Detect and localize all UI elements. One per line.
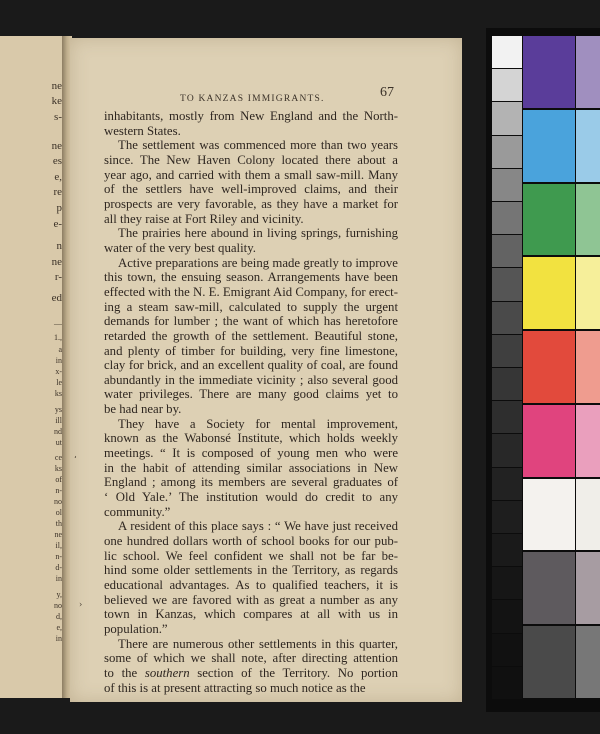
left-page-fragment: n- <box>55 486 62 495</box>
left-page-fragment: ce <box>54 453 62 462</box>
left-page-fragment: ne <box>51 256 62 268</box>
left-page-fragment: il, <box>55 541 62 550</box>
gray-patch <box>492 36 522 68</box>
color-patch <box>523 184 575 256</box>
text-line: retarded the growth of the settlement. Beautiful stone, <box>104 328 398 343</box>
color-patch-light <box>576 405 600 477</box>
left-page-fragment: — <box>54 319 62 328</box>
text-line: Active preparations are being made greatly to improve <box>118 255 398 270</box>
left-page-fragment: in <box>55 356 62 365</box>
color-patch <box>523 626 575 698</box>
left-page-fragment: ks <box>54 389 62 398</box>
gray-patch <box>492 335 522 367</box>
text-line: to the southern section of the Territory. No portion <box>104 665 398 680</box>
left-page-fragment: in <box>55 634 62 643</box>
gray-patch <box>492 235 522 267</box>
left-page-fragment: 1., <box>54 333 62 342</box>
color-patch <box>523 36 575 108</box>
gray-patch <box>492 102 522 134</box>
left-page-fragment: e- <box>53 218 62 230</box>
left-page-fragment: e, <box>54 171 62 183</box>
text-line: lic school. We feel confident we shall not be far be- <box>104 548 398 563</box>
text-line: in the habit of attending similar associations in New <box>104 460 398 475</box>
left-page-fragment: d, <box>56 612 62 621</box>
color-patch-light <box>576 552 600 624</box>
left-page-fragment: ol <box>55 508 62 517</box>
text-line: water privileges. There are many good claims yet to <box>104 387 398 402</box>
left-page-fragment: ke <box>51 95 62 107</box>
gray-patch <box>492 534 522 566</box>
color-calibration-chart <box>486 28 600 712</box>
margin-mark: › <box>79 600 83 609</box>
gray-patch <box>492 136 522 168</box>
gray-patch <box>492 600 522 632</box>
left-page-fragment: d- <box>55 563 62 572</box>
color-patch <box>523 331 575 403</box>
text-line: prospects are very favorable, as they have a market for <box>104 196 398 211</box>
left-page-fragment: in <box>55 574 62 583</box>
text-line: community.” <box>104 504 171 519</box>
text-line: clay for brick, and an excellent quality of coal, are found <box>104 358 398 373</box>
text-line: known as the Wabonsé Institute, which holds weekly <box>104 431 398 446</box>
left-page-fragment: p <box>56 202 62 214</box>
text-line: since. The New Haven Colony located there about a <box>104 152 398 167</box>
color-patch <box>523 257 575 329</box>
left-page-fragment: r- <box>54 271 62 283</box>
text-line: believed we are favored with as great a number as any <box>104 592 398 607</box>
gray-patch <box>492 368 522 400</box>
text-line: abundantly in the immediate vicinity ; also several good <box>104 372 398 387</box>
color-patch <box>523 552 575 624</box>
gray-patch <box>492 202 522 234</box>
left-page-fragment: es <box>52 155 62 167</box>
text-line: effected with the N. E. Emigrant Aid Company, for erect- <box>104 284 398 299</box>
text-line: demands for lumber ; the want of which has heretofore <box>104 314 398 329</box>
left-page-fragment: ne <box>54 530 62 539</box>
left-page-fragment: of <box>55 475 62 484</box>
left-page-fragment: s- <box>54 111 62 123</box>
text-line: ing a steam saw-mill, calculated to supply the urgent <box>104 299 398 314</box>
text-line: inhabitants, mostly from New England and the North- <box>104 109 398 123</box>
paragraph <box>104 226 398 255</box>
left-page-fragment: no <box>54 497 62 506</box>
gray-patch <box>492 401 522 433</box>
text-line: some of which we shall note, after directing attention <box>104 651 398 666</box>
color-patch-light <box>576 110 600 182</box>
left-page-fragment: ne <box>51 80 62 92</box>
gray-patch <box>492 501 522 533</box>
left-page-fragment: x- <box>55 367 62 376</box>
text-line: western States. <box>104 123 181 138</box>
gray-patch <box>492 634 522 666</box>
left-page-fragment: ys <box>54 405 62 414</box>
paragraph <box>104 519 398 636</box>
color-patch <box>523 110 575 182</box>
text-line: this town, the ensuing season. Arrangements have been <box>104 270 398 285</box>
left-page-fragment: no <box>54 601 62 610</box>
left-page-fragment: ne <box>51 140 62 152</box>
paragraph <box>104 138 398 226</box>
text-line: They have a Society for mental improvement, <box>118 416 398 431</box>
color-patch-light <box>576 626 600 698</box>
text-line: of this is at present attracting so much notice as the <box>104 680 366 695</box>
text-line: town in Kanzas, which compares at all with us in <box>104 607 398 622</box>
text-line: be had near by. <box>104 402 182 417</box>
color-patch-light <box>576 479 600 551</box>
paragraph <box>104 256 398 417</box>
left-page-fragment: a <box>58 345 62 354</box>
running-header <box>180 85 400 106</box>
body-text <box>104 109 398 695</box>
left-page-edge <box>0 36 64 698</box>
left-page-fragment: th <box>55 519 62 528</box>
gray-patch <box>492 169 522 201</box>
text-line: hind some older settlements in the Territory, as regards <box>104 563 398 578</box>
left-page-fragment: re <box>53 186 62 198</box>
text-line: educational advantages. As to qualified teachers, it is <box>104 578 398 592</box>
left-page-fragment: e, <box>56 623 62 632</box>
page-number: 67 <box>380 85 394 100</box>
text-line: The settlement was commenced more than two years <box>118 138 398 153</box>
text-line: ‘ Old Yale.’ The institution would do credit to any <box>104 490 398 505</box>
paragraph <box>104 637 398 696</box>
left-page-fragment: ill <box>55 416 62 425</box>
left-page-fragment: ut <box>55 438 62 447</box>
header-title: TO KANZAS IMMIGRANTS. <box>180 94 325 104</box>
color-patch-light <box>576 331 600 403</box>
text-line: all they raise at Fort Riley and vicinity. <box>104 211 304 226</box>
gray-patch <box>492 69 522 101</box>
text-line: There are numerous other settlements in this quarter, <box>118 636 398 651</box>
text-line: England ; among its members are several graduates of <box>104 475 398 490</box>
text-line: A resident of this place says : “ We have just received <box>118 519 398 534</box>
left-page-fragment: ed <box>51 292 62 304</box>
gray-patch <box>492 268 522 300</box>
text-line: of the settlers have well-improved claims, and their <box>104 182 398 197</box>
color-patch <box>523 479 575 551</box>
text-line: water of the very best quality. <box>104 240 256 255</box>
gray-patch <box>492 434 522 466</box>
text-line: year ago, and carried with them a small saw-mill. Many <box>104 167 398 182</box>
gray-patch <box>492 468 522 500</box>
text-line: one hundred dollars worth of school books for our pub- <box>104 534 398 549</box>
paragraph <box>104 109 398 138</box>
text-line: meetings. “ It is composed of young men who were <box>104 446 398 461</box>
margin-mark: ‘ <box>74 455 77 464</box>
text-line: and plenty of timber for building, very fine limestone, <box>104 343 398 358</box>
color-patch <box>523 405 575 477</box>
left-page-fragment: nd <box>54 427 62 436</box>
color-patch-light <box>576 184 600 256</box>
paragraph <box>104 417 398 520</box>
gray-patch <box>492 567 522 599</box>
left-page-fragment: n <box>56 240 62 252</box>
left-page-fragment: ks <box>54 464 62 473</box>
text-line: population.” <box>104 621 168 636</box>
color-patch-light <box>576 36 600 108</box>
left-page-fragment: n- <box>55 552 62 561</box>
text-line: The prairies here abound in living springs, furnishing <box>118 226 398 241</box>
left-page-fragment: le <box>56 378 62 387</box>
left-page-fragment: y, <box>56 590 62 599</box>
gray-patch <box>492 302 522 334</box>
color-patch-light <box>576 257 600 329</box>
gray-patch <box>492 667 522 699</box>
